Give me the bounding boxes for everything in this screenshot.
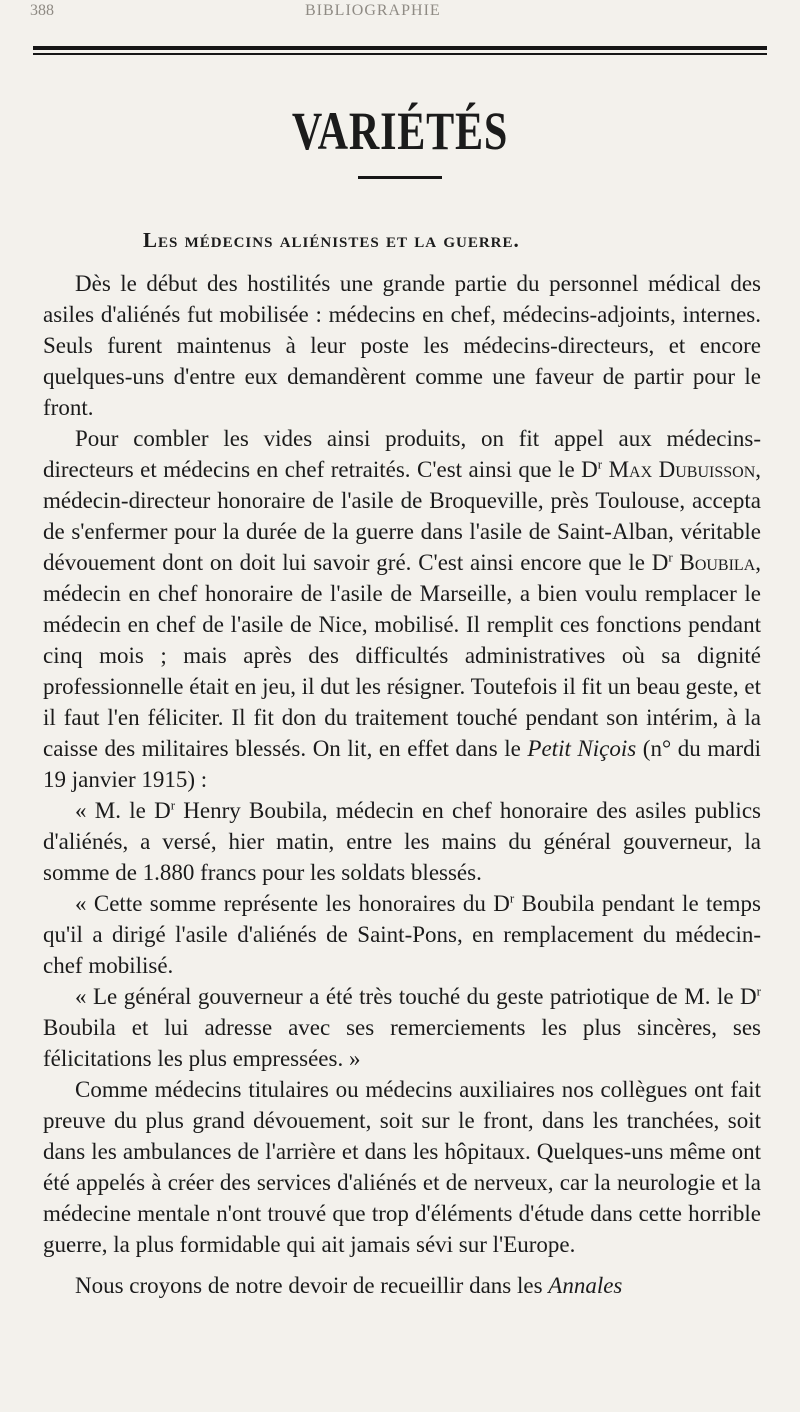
paragraph-7-text: Nous croyons de notre devoir de recueillir dans les [75,1273,549,1298]
paragraph-6: Comme médecins titulaires ou médecins auxiliaires nos collègues ont fait preuve du plus grand dévouement, soit sur le front, dans les tranchées, soit dans les ambulances de l'arrière et dans les hôpitaux. Quelques-uns même ont été appelés à créer des services d'aliénés et de nerveux, car la neurologie et la médecine mentale n'ont trouvé que trop d'éléments d'étude dans cette horrible guerre, la plus formidable qui ait jamais sévi sur l'Europe. [43,1077,761,1257]
paragraph-5-quote [43,981,761,1074]
article-subheading: Les médecins aliénistes et la guerre. [143,228,520,252]
paragraph-4-quote [43,888,761,981]
title-underline [358,176,442,179]
quote-text-a: « Le général gouverneur a été très touché du geste patriotique de M. le D [75,984,757,1009]
superscript: r [597,456,603,472]
quote-text-b: Boubila et lui adresse avec ses remerciements les plus sincères, ses félicitations les plus empressées. » [43,1015,761,1071]
running-head [0,0,800,30]
superscript: r [170,797,176,813]
quote-text-a: « Cette somme représente les honoraires du D [75,891,510,916]
paragraph-2-text-d: (n° du mardi 19 janvier 1915) : [43,736,761,792]
quote-text-b: Henry Boubila, médecin en chef honoraire des asiles publics d'aliénés, a versé, hier matin, entre les mains du général gouverneur, la somme de 1.880 francs pour les soldats blessés. [43,798,761,885]
superscript: r [668,549,673,565]
page-number: 388 [30,2,54,19]
journal-title-annales: Annales [548,1273,623,1298]
paragraph-7 [43,1270,761,1301]
quote-text-a: « M. le D [75,798,171,823]
article-body [43,268,761,1301]
superscript: r [509,890,515,906]
person-name-boubila: Boubila [672,550,756,575]
paragraph-2-text-a: Pour combler les vides ainsi produits, on fit appel aux médecins-directeurs et médecins en chef retraités. C'est ainsi que le D [43,426,761,482]
person-name-dubuisson: Max Dubuisson [602,457,756,482]
header-rule [33,46,767,50]
journal-title: Petit Niçois [527,736,637,761]
paragraph-3-quote [43,795,761,888]
paragraph-2-text-b: , médecin-directeur honoraire de l'asile de Broqueville, près Toulouse, accepta de s'enfermer pour la durée de la guerre dans l'asile de Saint-Alban, véritable dévouement dont on doit lui savoir gré. C'est ainsi encore que le D [43,457,762,575]
header-rule-thin [33,53,767,55]
superscript: r [756,983,761,999]
running-title: BIBLIOGRAPHIE [305,2,441,19]
section-title: VARIÉTÉS [291,101,509,161]
paragraph-2 [43,423,761,795]
quote-text-b: Boubila pendant le temps qu'il a dirigé l'asile d'aliénés de Saint-Pons, en remplacement du médecin-chef mobilisé. [43,891,761,978]
paragraph-1: Dès le début des hostilités une grande partie du personnel médical des asiles d'aliénés fut mobilisée : médecins en chef, médecins-adjoints, internes. Seuls furent maintenus à leur poste les médecins-directeurs, et encore quelques-uns d'entre eux demandèrent comme une faveur de partir pour le front. [43,271,761,420]
paragraph-2-text-c: , médecin en chef honoraire de l'asile de Marseille, a bien voulu remplacer le médecin en chef de l'asile de Nice, mobilisé. Il remplit ces fonctions pendant cinq mois ; mais après des difficultés administratives où sa dignité professionnelle était en jeu, il dut les résigner. Toutefois il fit un beau geste, et il faut l'en féliciter. Il fit don du traitement touché pendant son intérim, à la caisse des militaires blessés. On lit, en effet dans le [43,550,762,761]
